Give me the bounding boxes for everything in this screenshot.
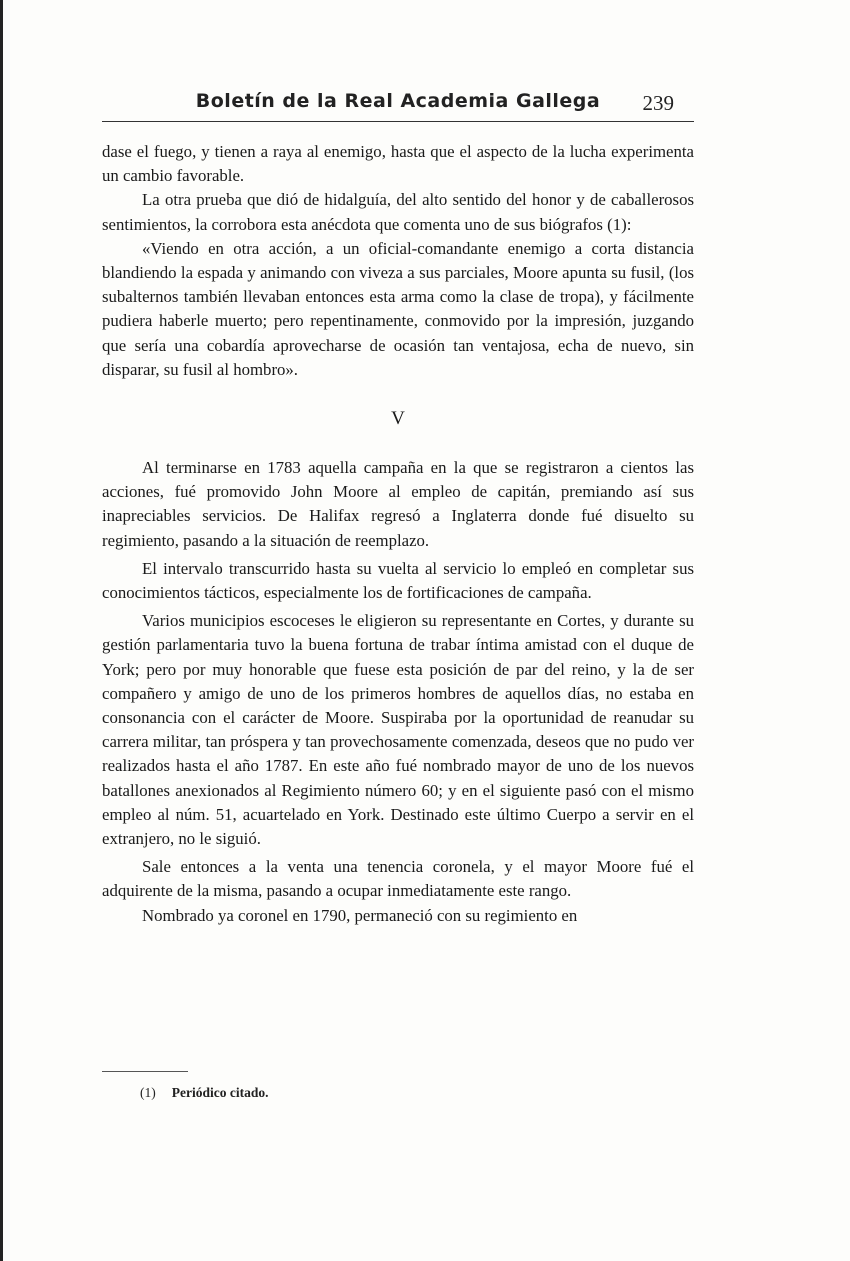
paragraph: La otra prueba que dió de hidalguía, del alto sentido del honor y de caballerosos sentimientos, la corrobora esta anécdota que comenta uno de sus biógrafos (1): [102, 190, 694, 234]
paragraph: Al terminarse en 1783 aquella campaña en la que se registraron a cientos las acciones, fué promovido John Moore al empleo de capitán, premiando así sus inapreciables servicios. De Halifax regresó a Inglaterra donde fué disuelto su regimiento, pasando a la situación de reemplazo. [102, 458, 694, 550]
paragraph: Sale entonces a la venta una tenencia coronela, y el mayor Moore fué el adquirente de la misma, pasando a ocupar inmediatamente este rango. [102, 857, 694, 901]
paragraph: Varios municipios escoceses le eligieron su representante en Cortes, y durante su gestión parlamentaria tuvo la buena fortuna de trabar íntima amistad con el duque de York; pero por muy honorable que fuese esta posición de par del reino, y la de ser compañero y amigo de uno de los primeros hombres de aquellos días, no estaba en consonancia con el carácter de Moore. Suspiraba por la oportunidad de reanudar su carrera militar, tan próspera y tan provechosamente comenzada, deseos que no pudo ver realizados hasta el año 1787. En este año fué nombrado mayor de uno de los nuevos batallones anexionados al Regimiento número 60; y en el siguiente pasó con el mismo empleo al núm. 51, acuartelado en York. Destinado este último Cuerpo a servir en el extranjero, no le siguió. [102, 611, 694, 849]
journal-title: Boletín de la Real Academia Gallega [195, 90, 601, 112]
paragraph: Nombrado ya coronel en 1790, permaneció con su regimiento en [142, 905, 578, 925]
quoted-anecdote: «Viendo en otra acción, a un oficial-comandante enemigo a corta distancia blandiendo la espada y animando con viveza a sus parciales, Moore apunta su fusil, (los subalternos también llevaban entonces esta arma como la clase de tropa), y fácilmente pudiera haberle muerto; pero repentinamente, conmovido por la impresión, juzgando que sería una cobardía aprovecharse de ocasión tan ventajosa, echa de nuevo, sin disparar, su fusil al hombro». [102, 238, 694, 379]
paragraph-continuation: dase el fuego, y tienen a raya al enemigo, hasta que el aspecto de la lucha experimenta un cambio favorable. [102, 142, 694, 186]
footnote-rule [102, 1071, 188, 1072]
page-number: 239 [642, 91, 674, 115]
footnote-mark: (1) [140, 1085, 156, 1100]
section-heading: V [391, 408, 405, 430]
page-left-edge [0, 0, 3, 1261]
footnote [140, 1085, 268, 1101]
running-header [102, 88, 694, 122]
footnote-text: Periódico citado. [171, 1085, 269, 1100]
paragraph: El intervalo transcurrido hasta su vuelta al servicio lo empleó en completar sus conocimientos tácticos, especialmente los de fortificaciones de campaña. [102, 558, 694, 603]
header-rule [102, 121, 694, 122]
body-text [102, 140, 694, 928]
